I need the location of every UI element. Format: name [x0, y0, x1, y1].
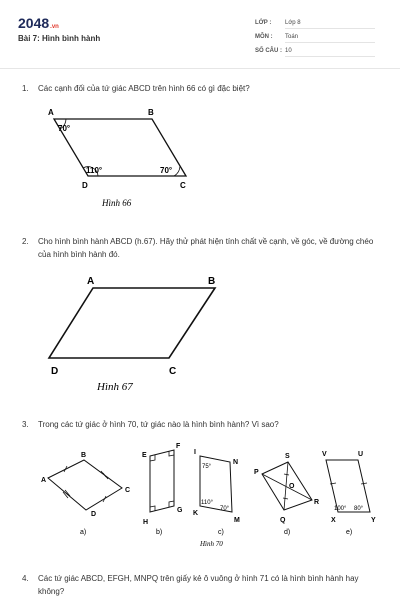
angle-label: 110° — [201, 500, 213, 506]
vertex-label: M — [234, 517, 240, 524]
vertex-label: Q — [280, 517, 286, 524]
sub-label: d) — [284, 529, 291, 536]
angle-label: 100° — [334, 506, 347, 512]
shape-abcd — [48, 460, 122, 510]
angle-label: 70° — [220, 506, 230, 512]
vertex-label: G — [177, 507, 183, 514]
vertex-label: I — [194, 449, 196, 456]
vertex-label: E — [142, 452, 147, 459]
vertex-label-d: D — [82, 181, 88, 190]
vertex-label: N — [233, 459, 239, 466]
question-text: Cho hình bình hành ABCD (h.67). Hãy thử phát hiện tính chất về cạnh, về góc, về đường chéo của hình bình hành đó. — [38, 237, 374, 259]
quadrilateral-b — [142, 443, 183, 536]
question-number: 2. — [22, 237, 29, 246]
question-text: Các tứ giác ABCD, EFGH, MNPQ trên giấy kẻ ô vuông ở hình 71 có là hình bình hành hay không? — [38, 574, 359, 596]
vertex-label: A — [41, 477, 47, 484]
vertex-label: R — [314, 499, 320, 506]
angle-label-a: 70° — [58, 124, 71, 133]
shape-vuyx — [326, 460, 370, 512]
vertex-label: B — [81, 452, 87, 459]
angle-label-c: 70° — [160, 166, 173, 175]
sub-label: b) — [156, 529, 163, 536]
shape-efgh — [150, 450, 174, 512]
page-header — [0, 0, 400, 68]
quadrilateral-a — [41, 452, 130, 536]
vertex-label: F — [176, 443, 181, 450]
sub-label: a) — [80, 529, 87, 536]
tick-mark — [283, 498, 288, 499]
site-logo[interactable] — [18, 15, 59, 31]
meta-value: Toán — [285, 34, 375, 43]
meta-label: MÔN : — [255, 34, 273, 40]
right-angle-mark — [150, 506, 155, 511]
vertex-label: Y — [371, 517, 376, 524]
question-text: Các cạnh đối của tứ giác ABCD trên hình 66 có gì đặc biệt? — [38, 84, 250, 93]
figure-caption: Hình 70 — [200, 540, 223, 548]
logo-text: 2048 — [18, 15, 50, 31]
meta-value: Lớp 8 — [285, 20, 375, 29]
vertex-label: V — [322, 451, 327, 458]
vertex-label: K — [193, 510, 199, 517]
vertex-label: P — [254, 469, 259, 476]
vertex-label: X — [331, 517, 336, 524]
angle-label: 75° — [202, 464, 212, 470]
angle-arc-c — [174, 166, 180, 176]
question-number: 3. — [22, 420, 29, 429]
vertex-label-b: B — [148, 108, 154, 117]
vertex-label-a: A — [48, 108, 54, 117]
vertex-label: D — [91, 511, 97, 518]
vertex-label: U — [358, 451, 364, 458]
vertex-label: C — [125, 487, 131, 494]
vertex-label-a: A — [87, 276, 95, 287]
lesson-title: Bài 7: Hình bình hành — [18, 34, 101, 43]
vertex-label-d: D — [51, 366, 59, 377]
vertex-label: O — [289, 483, 295, 490]
question-number: 1. — [22, 84, 29, 93]
figure-70 — [40, 440, 380, 552]
tick-mark — [103, 473, 108, 479]
meta-label: LỚP : — [255, 20, 272, 26]
meta-value: 10 — [285, 48, 375, 57]
figure-caption: Hình 67 — [97, 381, 133, 393]
figure-67 — [45, 270, 235, 398]
figure-66 — [40, 104, 210, 212]
question-text: Trong các tứ giác ở hình 70, tứ giác nào là hình bình hành? Vì sao? — [38, 420, 279, 429]
parallelogram-abcd — [49, 288, 215, 358]
vertex-label-c: C — [169, 366, 177, 377]
angle-label: 80° — [354, 506, 364, 512]
vertex-label: H — [143, 519, 149, 526]
right-angle-mark — [169, 451, 174, 456]
figure-caption: Hình 66 — [102, 198, 132, 208]
logo-suffix: .vn — [50, 24, 59, 30]
sub-label: e) — [346, 529, 353, 536]
header-divider — [0, 68, 400, 69]
sub-label: c) — [218, 529, 224, 536]
vertex-label-b: B — [208, 276, 216, 287]
quadrilateral-d — [254, 453, 319, 536]
quadrilateral-c — [193, 449, 240, 536]
tick-mark — [284, 474, 289, 475]
meta-label: SỐ CÂU : — [255, 48, 282, 54]
vertex-label-c: C — [180, 181, 186, 190]
quadrilateral-e — [322, 451, 376, 536]
question-number: 4. — [22, 574, 29, 583]
vertex-label: S — [285, 453, 290, 460]
tick-mark — [361, 483, 367, 484]
angle-label-d: 110° — [86, 166, 103, 175]
